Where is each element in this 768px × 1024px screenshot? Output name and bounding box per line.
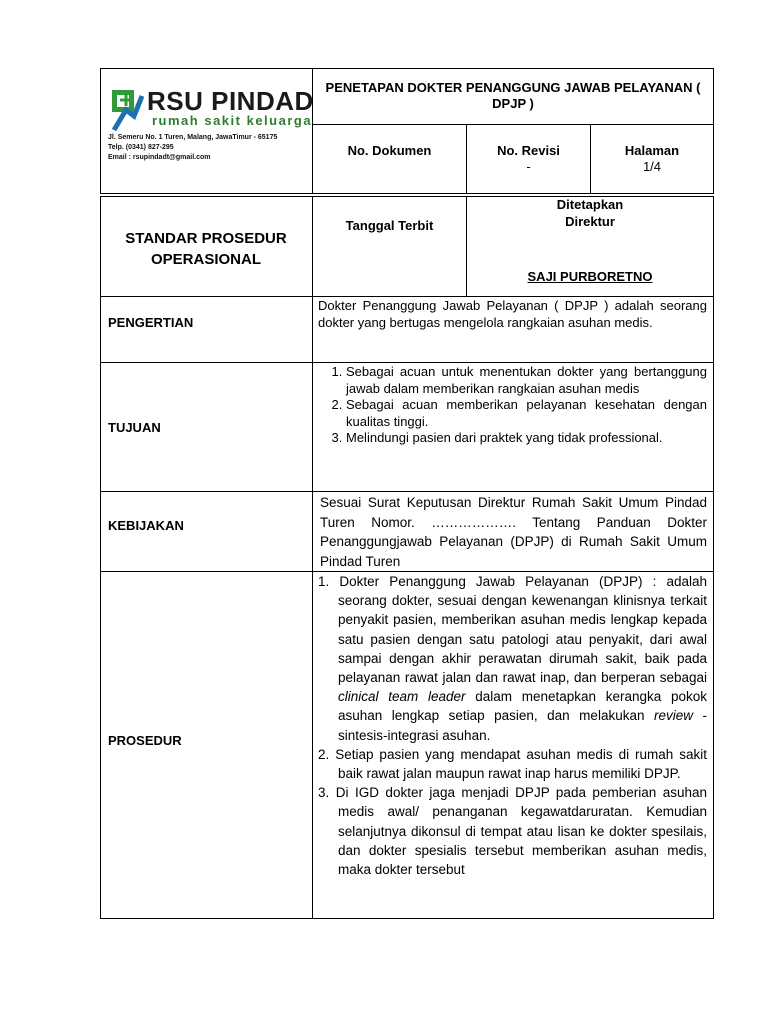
- page-value: 1/4: [642, 159, 662, 174]
- approver-name: SAJI PURBORETNO: [527, 269, 653, 284]
- table-border: [100, 491, 714, 492]
- kebijakan-text: Sesuai Surat Keputusan Direktur Rumah Sakit Umum Pindad Turen Nomor. ………………. Tentang Panduan Dokter Penanggungjawab Pelayanan (DPJP) di Rumah Sakit Umum Pindad Turen: [320, 495, 707, 569]
- table-border: [312, 196, 313, 918]
- table-border: [312, 124, 714, 125]
- hospital-phone: Telp. (0341) 827-295: [108, 144, 174, 151]
- table-border: [100, 362, 714, 363]
- tujuan-list: [310, 364, 707, 447]
- approval-label: Ditetapkan: [556, 197, 624, 212]
- table-border: [100, 918, 714, 919]
- section-label-tujuan: TUJUAN: [108, 420, 161, 435]
- issued-date-label: Tanggal Terbit: [345, 218, 434, 233]
- prosedur-item-2: 2. Setiap pasien yang mendapat asuhan medis di rumah sakit baik rawat jalan maupun rawat inap harus memiliki DPJP.: [318, 746, 707, 782]
- revision-value: -: [526, 159, 531, 174]
- approver-position: Direktur: [565, 214, 615, 229]
- section-label-prosedur: PROSEDUR: [108, 733, 182, 748]
- logo-subtitle: rumah sakit keluarga: [152, 113, 313, 128]
- doc-number-label: No. Dokumen: [347, 143, 432, 158]
- table-border: [100, 196, 101, 919]
- table-border: [100, 68, 101, 194]
- section-label-kebijakan: KEBIJAKAN: [108, 518, 184, 533]
- list-item: 1. Sebagai acuan untuk menentukan dokter yang bertanggung jawab dalam memberikan rangkaian asuhan medis: [346, 364, 707, 397]
- hospital-address: Jl. Semeru No. 1 Turen, Malang, JawaTimur - 65175: [108, 134, 278, 141]
- list-item: 3. Melindungi pasien dari praktek yang tidak professional.: [346, 430, 707, 447]
- prosedur-content: [318, 572, 707, 916]
- sop-title: STANDAR PROSEDUR OPERASIONAL: [125, 230, 287, 268]
- document-title: PENETAPAN DOKTER PENANGGUNG JAWAB PELAYANAN ( DPJP ): [325, 80, 701, 111]
- logo-title: RSU PINDAD: [147, 86, 314, 116]
- table-border: [100, 68, 714, 69]
- table-border: [713, 196, 714, 919]
- prosedur-item-1: 1. Dokter Penanggung Jawab Pelayanan (DPJP) : adalah seorang dokter, sesuai dengan kewenangan klinisnya terkait penyakit pasien, memberikan asuhan medis lengkap kepada satu pasien dengan satu patologi atau penyakit, dari awal sampai dengan akhir perawatan dirumah sakit, baik pada pelayanan rawat jalan dan rawat inap, dan berperan sebagai clinical team leader dalam menetapkan kerangka pokok asuhan lengkap setiap pasien, dan melakukan review -sintesis-integrasi asuhan.: [318, 574, 707, 743]
- hospital-logo-icon: [110, 86, 144, 132]
- page-label: Halaman: [624, 143, 680, 158]
- table-border: [100, 193, 714, 194]
- pengertian-text: Dokter Penanggung Jawab Pelayanan ( DPJP ) adalah seorang dokter yang bertugas mengelola rangkaian asuhan medis.: [318, 298, 707, 330]
- table-border: [100, 296, 714, 297]
- revision-label: No. Revisi: [497, 143, 560, 158]
- table-border: [713, 68, 714, 194]
- section-label-pengertian: PENGERTIAN: [108, 315, 194, 330]
- list-item: 2. Sebagai acuan memberikan pelayanan kesehatan dengan kualitas tinggi.: [346, 397, 707, 430]
- hospital-email: Email : rsupindadt@gmail.com: [108, 154, 211, 161]
- prosedur-item-3: 3. Di IGD dokter jaga menjadi DPJP pada pemberian asuhan medis awal/ penanganan kegawatdaruratan. Kemudian selanjutnya dikonsul di tempat atau lisan ke dokter spesilais, dan dokter spesialis tersebut memberikan asuhan medis, maka dokter tersebut: [318, 785, 707, 878]
